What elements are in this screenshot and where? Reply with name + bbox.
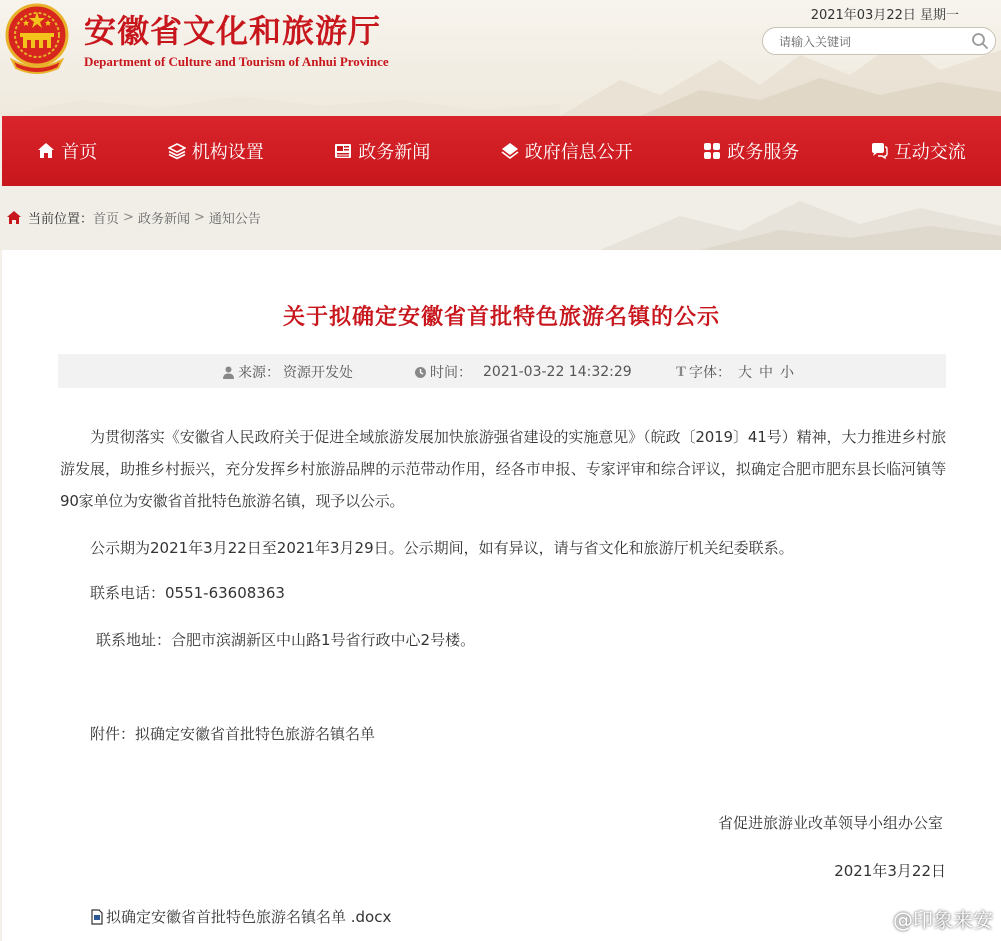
site-header <box>0 0 1001 116</box>
nav-item-label: 互动交流 <box>893 142 966 163</box>
attachment-filename: 拟确定安徽省首批特色旅游名镇名单 .docx <box>106 908 392 926</box>
breadcrumb <box>6 208 261 227</box>
nav-item-organization[interactable] <box>168 138 264 164</box>
nav-item-news[interactable] <box>334 138 430 164</box>
search-box <box>762 27 996 55</box>
article-paragraph: 为贯彻落实《安徽省人民政府关于促进全域旅游发展加快旅游强省建设的实施意见》（皖政〔2019〕41号）精神，大力推进乡村旅游发展，助推乡村振兴，充分发挥乡村旅游品牌的示范带动作用，经各市申报、专家评审和综合评议，拟确定合肥市肥东县长临河镇等90家单位为安徽省首批特色旅游名镇，现予以公示。 <box>60 428 946 510</box>
signoff-date: 2021年3月22日 <box>834 862 946 880</box>
nav-item-label: 首页 <box>61 142 98 163</box>
user-icon <box>222 366 235 379</box>
nav-item-home[interactable] <box>37 138 97 164</box>
contact-address: 联系地址：合肥市滨湖新区中山路1号省行政中心2号楼。 <box>96 631 476 649</box>
site-title: 安徽省文化和旅游厅 <box>84 12 382 50</box>
nav-item-services[interactable] <box>703 138 799 164</box>
font-size-large-button[interactable]: 大 <box>738 365 753 381</box>
current-date: 2021年03月22日 星期一 <box>810 8 959 23</box>
site-subtitle: Department of Culture and Tourism of Anhui Province <box>84 54 389 69</box>
attachment-link[interactable] <box>90 906 391 927</box>
nav-item-label: 政府信息公开 <box>524 142 633 163</box>
breadcrumb-prefix: 当前位置： <box>28 212 94 227</box>
signoff-office: 省促进旅游业改革领导小组办公室 <box>717 814 943 832</box>
meta-font-size <box>676 362 794 382</box>
contact-phone: 联系电话：0551-63608363 <box>90 584 285 602</box>
nav-item-gov-info[interactable] <box>501 138 633 164</box>
national-emblem-icon <box>4 2 70 74</box>
meta-font-label: 字体： <box>689 365 732 381</box>
diamond-icon <box>501 142 519 160</box>
meta-time <box>414 362 632 382</box>
home-icon <box>37 142 55 160</box>
font-size-medium-button[interactable]: 中 <box>759 365 774 381</box>
home-icon <box>6 210 22 226</box>
article-container <box>2 250 1001 941</box>
meta-source-value: 资源开发处 <box>283 365 353 381</box>
breadcrumb-notice-link[interactable]: 通知公告 <box>208 212 261 227</box>
nav-item-label: 政务服务 <box>727 142 800 163</box>
meta-source-label: 来源： <box>238 365 280 381</box>
breadcrumb-separator: > <box>193 210 205 225</box>
article-paragraph: 公示期为2021年3月22日至2021年3月29日。公示期间，如有异议，请与省文化和旅游厅机关纪委联系。 <box>90 539 794 557</box>
meta-time-label: 时间： <box>430 365 472 381</box>
article-title: 关于拟确定安徽省首批特色旅游名镇的公示 <box>282 305 720 330</box>
meta-source <box>222 362 353 382</box>
weibo-watermark <box>859 904 993 933</box>
document-icon <box>90 909 104 925</box>
grid-icon <box>703 142 721 160</box>
weibo-icon <box>859 907 889 931</box>
search-icon[interactable] <box>971 32 989 50</box>
search-input[interactable] <box>777 32 961 52</box>
meta-time-value: 2021-03-22 14:32:29 <box>483 364 632 380</box>
breadcrumb-area <box>0 186 1001 250</box>
clock-icon <box>414 366 427 379</box>
article-meta <box>58 354 946 388</box>
nav-item-label: 机构设置 <box>191 142 264 163</box>
font-size-icon: T <box>676 363 687 380</box>
main-nav <box>2 116 1001 186</box>
breadcrumb-home-link[interactable]: 首页 <box>93 212 120 227</box>
breadcrumb-separator: > <box>123 210 134 225</box>
watermark-text: @印象来安 <box>893 908 993 932</box>
chat-icon <box>870 142 888 160</box>
news-icon <box>334 142 352 160</box>
attachment-note: 附件：拟确定安徽省首批特色旅游名镇名单 <box>90 725 376 743</box>
nav-item-label: 政务新闻 <box>358 142 431 163</box>
font-size-small-button[interactable]: 小 <box>780 365 795 381</box>
layers-icon <box>168 142 186 160</box>
breadcrumb-news-link[interactable]: 政务新闻 <box>137 212 190 227</box>
nav-item-interaction[interactable] <box>870 138 966 164</box>
